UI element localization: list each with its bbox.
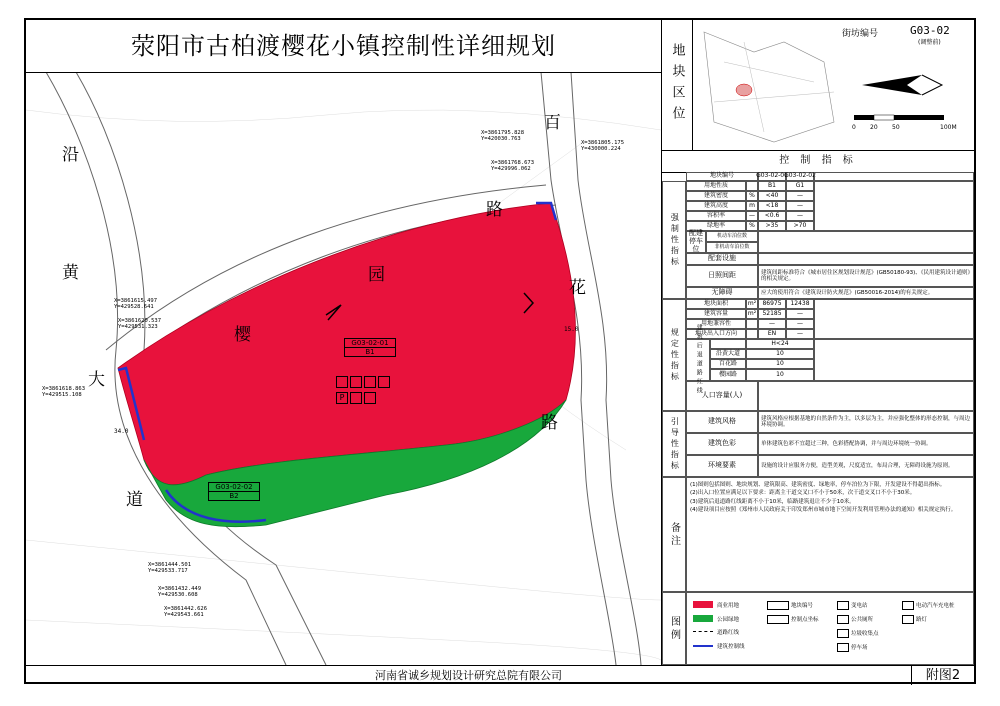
legend-text: 公园绿地 <box>717 617 740 623</box>
block-note: (调整前) <box>918 39 941 46</box>
guide-spacer <box>814 299 974 339</box>
config-row: 非机动车泊位数 <box>706 242 758 253</box>
row-v2: — <box>786 319 814 329</box>
road-label-west-1: 沿 <box>62 145 79 165</box>
road-label-inner-1: 樱 <box>234 325 251 345</box>
control-header: 控 制 指 标 <box>662 150 974 173</box>
legend-text: 建筑控制线 <box>717 644 745 650</box>
page-title: 荥阳市古柏渡樱花小镇控制性详细规划 <box>26 20 661 73</box>
row-v1: >35 <box>758 221 786 231</box>
legend-toilet-icon <box>837 615 849 624</box>
coord-2: X=3861805.175 Y=430000.224 <box>581 140 625 152</box>
section-lead: 引导性指标 <box>662 411 686 477</box>
lead-text: 设施的设计应服务方便，造型美观，尺度适宜，布局合理，无障碍设施为原则。 <box>758 455 974 477</box>
legend-parking-icon <box>837 643 849 652</box>
parking-icon: P <box>336 392 348 404</box>
block-2: G03-02-02 <box>784 172 816 180</box>
lead-text: 建筑风格应根据基地的自然条件为主，以多层为主，并应强化整体的形态控制，与周边环境协调。 <box>758 411 974 433</box>
row-name: 建筑密度 <box>686 191 746 201</box>
trash-icon <box>364 376 376 388</box>
dim-east: 15.0 <box>564 326 579 333</box>
station-icon <box>364 392 376 404</box>
row-name: 建筑高度 <box>686 201 746 211</box>
notes-body <box>686 477 974 592</box>
note-line: (4)建设项目应按照《郑州市人民政府关于印发郑州市城市地下空间开发利用管理办法的通知》相关规定执行。 <box>690 506 957 513</box>
barrier-label: 无障碍 <box>686 287 758 299</box>
parcel-id: G03-02-02 <box>209 483 259 492</box>
parcel-use: B1 <box>365 348 375 356</box>
config-row: 机动车泊位数 <box>706 231 758 242</box>
row-v2: — <box>786 201 814 211</box>
coord-4: X=3861615.497 Y=429528.641 <box>114 298 158 310</box>
population-label: 人口容量(人) <box>686 381 758 411</box>
section-strong: 强制性指标 <box>662 181 686 299</box>
facility-spacer <box>758 253 974 265</box>
row-unit <box>746 181 758 191</box>
legend-trash-icon <box>837 629 849 638</box>
lead-name: 建筑色彩 <box>686 433 758 455</box>
legend-text: 变电站 <box>851 603 868 609</box>
parcel-use: B2 <box>229 492 239 500</box>
legend-text: 道路红线 <box>717 630 740 636</box>
coord-5: X=3861620.537 Y=429531.323 <box>118 318 162 330</box>
location-minimap <box>694 22 844 148</box>
row-name: 绿地率 <box>686 221 746 231</box>
lead-name: 建筑风格 <box>686 411 758 433</box>
road-label-west-2: 黄 <box>62 263 79 283</box>
charger-icon <box>350 392 362 404</box>
setback-row-name: 百花路 <box>710 359 746 369</box>
setback-row-v: 10 <box>746 369 814 381</box>
side-panel <box>662 20 974 665</box>
facility-label: 配套设施 <box>686 253 758 265</box>
row-name: 用地性质 <box>686 181 746 191</box>
toilet-icon <box>350 376 362 388</box>
setback-group: 建筑后退道路红线 <box>686 339 710 381</box>
row-unit: % <box>746 221 758 231</box>
location-label: 地块区位 <box>669 43 685 127</box>
legend-swatch-commercial <box>693 601 713 608</box>
row-unit: % <box>746 191 758 201</box>
setback-label: 日照间距 <box>686 265 758 287</box>
row-v2: — <box>786 309 814 319</box>
scale-bar <box>852 114 962 122</box>
row-v1: <0.6 <box>758 211 786 221</box>
row-v1: B1 <box>758 181 786 191</box>
row-v1: 86975 <box>758 299 786 309</box>
row-unit: m² <box>746 309 758 319</box>
legend-text: 地块编号 <box>791 603 814 609</box>
legend-swatch-blockno <box>767 601 789 610</box>
setback-spacer <box>814 339 974 381</box>
figure-number: 附图2 <box>911 666 974 685</box>
organization: 河南省诚乡规划设计研究总院有限公司 <box>375 669 562 682</box>
section-guide: 规定性指标 <box>662 299 686 411</box>
legend-text: 公共厕所 <box>851 617 874 623</box>
planning-map <box>26 20 661 665</box>
row-unit <box>746 329 758 339</box>
lead-name: 环境要素 <box>686 455 758 477</box>
road-label-west-3: 大 <box>88 370 105 390</box>
row-v2: G1 <box>786 181 814 191</box>
setback-row-name: 沿黄大道 <box>710 349 746 359</box>
road-label-ne-3: 路 <box>541 413 558 433</box>
row-unit: m² <box>746 299 758 309</box>
legend-text: 商业用地 <box>717 603 740 609</box>
legend-lamp-icon <box>902 615 914 624</box>
road-label-inner-3: 路 <box>486 200 503 220</box>
strong-spacer <box>814 181 974 231</box>
row-v2: — <box>786 211 814 221</box>
legend-swatch-coord <box>767 615 789 624</box>
legend-swatch-green <box>693 615 713 622</box>
road-label-west-4: 道 <box>126 490 143 510</box>
north-arrow-icon <box>852 65 952 105</box>
row-v1: — <box>758 319 786 329</box>
row-name: 地块出入口方向 <box>686 329 746 339</box>
block-1: G03-02-01 <box>756 172 788 180</box>
power-icon <box>336 376 348 388</box>
legend-text: 垃圾收集点 <box>851 631 879 637</box>
block-number: G03-02 <box>910 24 950 37</box>
legend-text: 路灯 <box>916 617 928 623</box>
legend-text: 停车场 <box>851 645 868 651</box>
coord-3: X=3861768.673 Y=429996.062 <box>491 160 535 172</box>
footer <box>26 665 974 685</box>
row-v1: 52185 <box>758 309 786 319</box>
row-name: 用地兼容性 <box>686 319 746 329</box>
setback-row-v: 10 <box>746 349 814 359</box>
setback-row-v: 10 <box>746 359 814 369</box>
note-line: (3)建筑后退道路红线距离不小于10米，临路建筑退让不少于10米。 <box>690 498 855 505</box>
parcel-b1-label <box>344 338 396 357</box>
block-number-label: 街坊编号 <box>842 29 879 39</box>
legend-charger-icon <box>902 601 914 610</box>
setback-text: 建筑间距标准符合《城市居住区规划设计规范》(GB50180-93)、《民用建筑设计通则》的相关规定。 <box>758 265 974 287</box>
block-spacer <box>814 172 974 181</box>
road-label-inner-2: 园 <box>368 265 385 285</box>
legend-label: 图例 <box>662 592 686 665</box>
setback-row-name <box>710 339 746 349</box>
row-name: 地块面积 <box>686 299 746 309</box>
parcel-id: G03-02-01 <box>345 339 395 348</box>
row-unit: — <box>746 211 758 221</box>
control-table <box>662 172 974 651</box>
coord-8: X=3861432.449 Y=429530.608 <box>158 586 202 598</box>
row-unit: m <box>746 201 758 211</box>
road-label-ne-2: 花 <box>569 278 586 298</box>
parcel-g1-label <box>208 482 260 501</box>
legend-swatch-buildline <box>693 645 713 647</box>
config-label: 配建停车位 <box>686 231 706 253</box>
legend-text: 电动汽车充电桩 <box>916 603 955 609</box>
coord-7: X=3861444.501 Y=429533.717 <box>148 562 192 574</box>
population-spacer <box>758 381 974 411</box>
row-name: 建筑容量 <box>686 309 746 319</box>
legend-text: 控制点坐标 <box>791 617 819 623</box>
row-v2: — <box>786 191 814 201</box>
lead-text: 单体建筑色彩不宜超过三种，色彩搭配协调，并与周边环境统一协调。 <box>758 433 974 455</box>
row-name: 容积率 <box>686 211 746 221</box>
location-section: 地块区位 街坊编号 G03-02 (调整前) 0 20 50 100M <box>662 20 974 151</box>
coord-6: X=3861618.863 Y=429515.108 <box>42 386 86 398</box>
row-v1: EN <box>758 329 786 339</box>
road-label-ne-1: 百 <box>544 113 561 133</box>
legend-swatch-redline <box>693 631 713 632</box>
row-v2: — <box>786 329 814 339</box>
coord-9: X=3861442.626 Y=429543.661 <box>164 606 208 618</box>
legend-body <box>686 592 974 665</box>
row-unit <box>746 319 758 329</box>
barrier-text: 应大的使用符合《建筑设计防火规范》(GB50016-2014)的有关规定。 <box>758 287 974 299</box>
note-line: (1)图则包括图则、地块规划、建筑限高、建筑密度、绿地率，停车泊位为下限，开发建设不得超出指标。 <box>690 482 946 488</box>
col-block-number: 地块编号 <box>686 172 758 181</box>
notes-label: 备注 <box>662 477 686 592</box>
row-v1: <40 <box>758 191 786 201</box>
note-line: (2)出入口位置应满足以下要求：距离主干道交叉口不小于50米，次干道交叉口不小于30米。 <box>690 490 916 497</box>
row-v2: 12438 <box>786 299 814 309</box>
setback-row-v: H<24 <box>746 339 814 349</box>
dim-west: 34.0 <box>114 428 129 435</box>
row-v2: >70 <box>786 221 814 231</box>
lamp-icon <box>378 376 390 388</box>
facility-icons <box>336 376 411 408</box>
setback-row-name: 樱园路 <box>710 369 746 381</box>
coord-1: X=3861795.828 Y=420030.763 <box>481 130 525 142</box>
legend-power-icon <box>837 601 849 610</box>
row-v1: <18 <box>758 201 786 211</box>
config-spacer <box>758 231 974 253</box>
